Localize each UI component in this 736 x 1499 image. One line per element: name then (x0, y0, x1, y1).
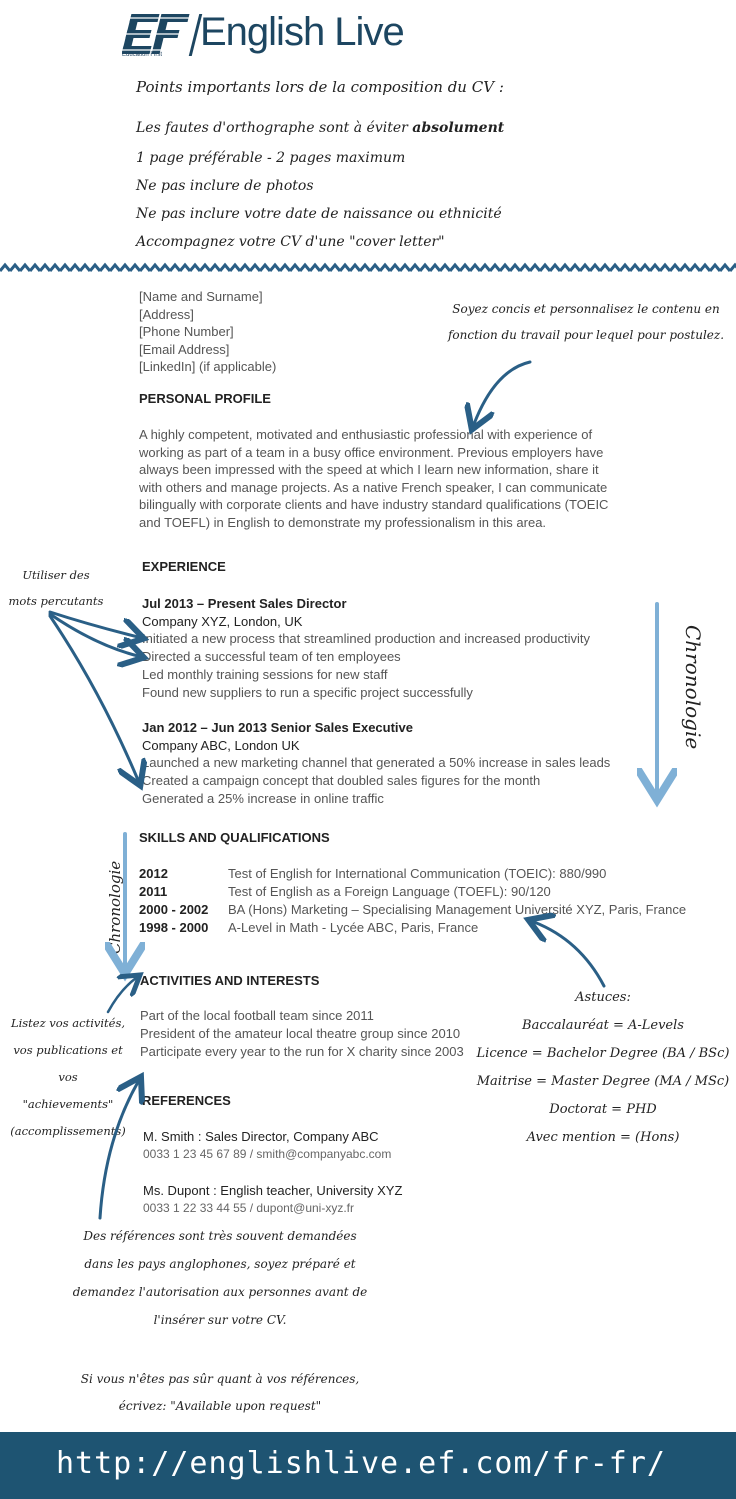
activity-item: President of the amateur local theatre group since 2010 (140, 1026, 461, 1041)
tip-item: 1 page préférable - 2 pages maximum (136, 150, 406, 166)
skill-text: BA (Hons) Marketing – Specialising Management Université XYZ, Paris, France (228, 902, 687, 917)
job-bullet: Led monthly training sessions for new staff (142, 667, 388, 682)
skills-heading: SKILLS AND QUALIFICATIONS (139, 830, 330, 845)
arrow-activities (108, 978, 136, 1012)
tips-note: Astuces: Baccalauréat = A-Levels Licence = Bachelor Degree (BA / BSc) Maitrise = Master Degree (MA / MSc) Doctorat = PHD Avec mention = (Hons) (476, 990, 730, 1145)
activity-item: Participate every year to the run for X charity since 2003 (140, 1044, 464, 1059)
contact-name: [Name and Surname] (139, 289, 263, 304)
intro-title: Points importants lors de la composition du CV : (136, 78, 504, 96)
job-bullet: Found new suppliers to run a specific project successfully (142, 685, 473, 700)
contact-address: [Address] (139, 306, 194, 322)
available-note: Si vous n'êtes pas sûr quant à vos références, écrivez: "Available upon request" (80, 1372, 360, 1413)
job-bullet: Directed a successful team of ten employees (142, 649, 401, 664)
job-title: Jul 2013 – Present Sales Director (142, 596, 347, 611)
job-company: Company ABC, London UK (142, 738, 300, 753)
job-title: Jan 2012 – Jun 2013 Senior Sales Executive (142, 720, 413, 735)
skill-year: 1998 - 2000 (139, 920, 209, 935)
references-heading: REFERENCES (142, 1093, 231, 1108)
job-bullet: Launched a new marketing channel that generated a 50% increase in sales leads (142, 755, 611, 770)
brand-name: English Live (200, 10, 404, 54)
contact-phone: [Phone Number] (139, 324, 234, 339)
arrow-tips (534, 922, 604, 986)
concise-note: Soyez concis et personnalisez le contenu en fonction du travail pour lequel pour postulez. (447, 302, 725, 342)
arrow-concise (474, 362, 530, 424)
logo-subtext: Education First (122, 52, 163, 58)
footer-url-link[interactable]: http://englishlive.ef.com/fr-fr/ (56, 1446, 666, 1481)
skill-year: 2012 (139, 866, 168, 881)
reference-contact: 0033 1 23 45 67 89 / smith@companyabc.com (143, 1147, 392, 1161)
arrow-keywords (50, 612, 138, 780)
chronology-label-left: Chronologie (106, 860, 124, 954)
skill-text: Test of English for International Communication (TOEIC): 880/990 (228, 866, 607, 881)
tip-item: Ne pas inclure votre date de naissance ou ethnicité (136, 206, 502, 222)
references-note: Des références sont très souvent demandées dans les pays anglophones, soyez préparé et demandez l'autorisation aux personnes avant de l'insérer sur votre CV. (72, 1229, 368, 1327)
reference-contact: 0033 1 22 33 44 55 / dupont@uni-xyz.fr (143, 1201, 354, 1215)
job-bullet: Initiated a new process that streamlined production and increased productivity (142, 631, 591, 646)
activities-heading: ACTIVITIES AND INTERESTS (140, 973, 320, 988)
contact-email: [Email Address] (139, 341, 230, 357)
keywords-note: Utiliser des mots percutants (8, 568, 104, 608)
job-bullet: Generated a 25% increase in online traffic (142, 791, 384, 806)
contact-linkedin: [LinkedIn] (if applicable) (139, 359, 277, 374)
profile-text: A highly competent, motivated and enthusiastic professional with experience of working as part of a team in a busy office environment. Previous employers have always been impressed with the speed at which I learn new information, share it with others and manage projects. As a native French speaker, I can communicate bilingually with corporate clients and have industry standard qualifications (TOEIC and TOEFL) in English to demonstrate my professionalism in this area. (139, 427, 609, 530)
tip-item: Accompagnez votre CV d'une "cover letter" (136, 234, 445, 250)
skill-text: Test of English as a Foreign Language (TOEFL): 90/120 (228, 884, 551, 899)
skill-text: A-Level in Math - Lycée ABC, Paris, France (228, 920, 479, 935)
wavy-divider (0, 262, 736, 274)
skill-year: 2000 - 2002 (139, 902, 209, 917)
tip-item: Les fautes d'orthographe sont à éviter absolument (136, 120, 505, 136)
reference-name: M. Smith : Sales Director, Company ABC (143, 1129, 379, 1144)
profile-heading: PERSONAL PROFILE (139, 391, 271, 406)
chronology-label-right: Chronologie (681, 625, 705, 750)
job-bullet: Created a campaign concept that doubled sales figures for the month (142, 773, 541, 788)
skill-year: 2011 (139, 884, 168, 899)
job-company: Company XYZ, London, UK (142, 614, 303, 629)
activity-item: Part of the local football team since 2011 (140, 1008, 374, 1023)
tip-item: Ne pas inclure de photos (136, 178, 314, 194)
experience-heading: EXPERIENCE (142, 559, 226, 574)
reference-name: Ms. Dupont : English teacher, University XYZ (143, 1183, 403, 1198)
contact-block (139, 288, 276, 376)
activities-note: Listez vos activités, vos publications et vos "achievements" (accomplissements) (10, 1016, 126, 1138)
